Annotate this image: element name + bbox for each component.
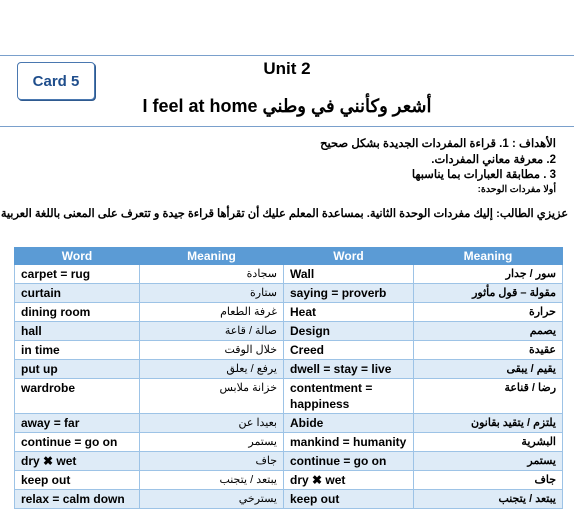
meaning-cell: يسترخي <box>140 490 284 509</box>
meaning-cell: سجادة <box>140 265 284 284</box>
meaning-cell: يبتعد / يتجنب <box>140 471 284 490</box>
table-row <box>15 303 563 322</box>
word-cell: relax = calm down <box>15 490 140 509</box>
column-header-meaning: Meaning <box>140 248 284 265</box>
word-cell: away = far <box>15 414 140 433</box>
table-row <box>15 265 563 284</box>
meaning-cell: جاف <box>414 471 563 490</box>
word-cell: dwell = stay = live <box>284 360 414 379</box>
table-row <box>15 471 563 490</box>
table-row <box>15 341 563 360</box>
table-row <box>15 360 563 379</box>
meaning-cell: حرارة <box>414 303 563 322</box>
meaning-cell: صالة / قاعة <box>140 322 284 341</box>
column-header-meaning: Meaning <box>414 248 563 265</box>
table-row <box>15 452 563 471</box>
word-cell: keep out <box>284 490 414 509</box>
word-cell: curtain <box>15 284 140 303</box>
word-cell: Heat <box>284 303 414 322</box>
meaning-cell: خلال الوقت <box>140 341 284 360</box>
word-cell: continue = go on <box>15 433 140 452</box>
word-cell: continue = go on <box>284 452 414 471</box>
top-rule <box>0 55 574 56</box>
meaning-cell: ستارة <box>140 284 284 303</box>
table-row <box>15 433 563 452</box>
meaning-cell: خزانة ملابس <box>140 379 284 414</box>
meaning-cell: عقيدة <box>414 341 563 360</box>
word-cell: hall <box>15 322 140 341</box>
meaning-cell: مقولة – قول مأثور <box>414 284 563 303</box>
word-cell: dry ✖ wet <box>284 471 414 490</box>
meaning-cell: جاف <box>140 452 284 471</box>
vocabulary-table <box>14 247 563 509</box>
meaning-cell: يلتزم / يتقيد بقانون <box>414 414 563 433</box>
meaning-cell: يستمر <box>140 433 284 452</box>
word-cell: Abide <box>284 414 414 433</box>
goal-item: 3 . مطابقة العبارات بما يناسبها <box>411 169 556 181</box>
meaning-cell: بعيدا عن <box>140 414 284 433</box>
word-cell: Design <box>284 322 414 341</box>
unit-title: Unit 2 <box>263 59 311 78</box>
lesson-title: I feel at home أشعر وكأنني في وطني <box>142 96 432 116</box>
column-header-word: Word <box>284 248 414 265</box>
section-heading: أولا مفردات الوحدة: <box>477 183 556 195</box>
meaning-cell: يستمر <box>414 452 563 471</box>
word-cell: dining room <box>15 303 140 322</box>
table-row <box>15 322 563 341</box>
meaning-cell: يقيم / يبقى <box>414 360 563 379</box>
word-cell: Wall <box>284 265 414 284</box>
goal-item: 2. معرفة معاني المفردات. <box>431 153 556 166</box>
meaning-cell: سور / جدار <box>414 265 563 284</box>
word-cell: keep out <box>15 471 140 490</box>
table-row <box>15 379 563 414</box>
column-header-word: Word <box>15 248 140 265</box>
meaning-cell: البشرية <box>414 433 563 452</box>
word-cell: put up <box>15 360 140 379</box>
card-badge: Card 5 <box>17 62 95 100</box>
meaning-cell: يصمم <box>414 322 563 341</box>
word-cell: wardrobe <box>15 379 140 414</box>
meaning-cell: يبتعد / يتجنب <box>414 490 563 509</box>
word-cell: carpet = rug <box>15 265 140 284</box>
word-cell: mankind = humanity <box>284 433 414 452</box>
meaning-cell: رضا / قناعة <box>414 379 563 414</box>
separator-rule <box>0 126 574 127</box>
word-cell: saying = proverb <box>284 284 414 303</box>
word-cell: contentment = happiness <box>284 379 414 414</box>
table-row <box>15 284 563 303</box>
goals-section <box>16 137 556 196</box>
meaning-cell: يرفع / يعلق <box>140 360 284 379</box>
intro-text: عزيزي الطالب: إليك مفردات الوحدة الثانية. بمساعدة المعلم عليك أن تقرأها قراءة جيدة و تتعرف على المعنى باللغة العربية <box>0 208 568 220</box>
goals-heading: الأهداف : 1. قراءة المفردات الجديدة بشكل صحيح <box>320 138 556 150</box>
meaning-cell: غرفة الطعام <box>140 303 284 322</box>
word-cell: Creed <box>284 341 414 360</box>
word-cell: dry ✖ wet <box>15 452 140 471</box>
table-row <box>15 414 563 433</box>
table-row <box>15 490 563 509</box>
word-cell: in time <box>15 341 140 360</box>
table-header-row <box>15 248 563 265</box>
